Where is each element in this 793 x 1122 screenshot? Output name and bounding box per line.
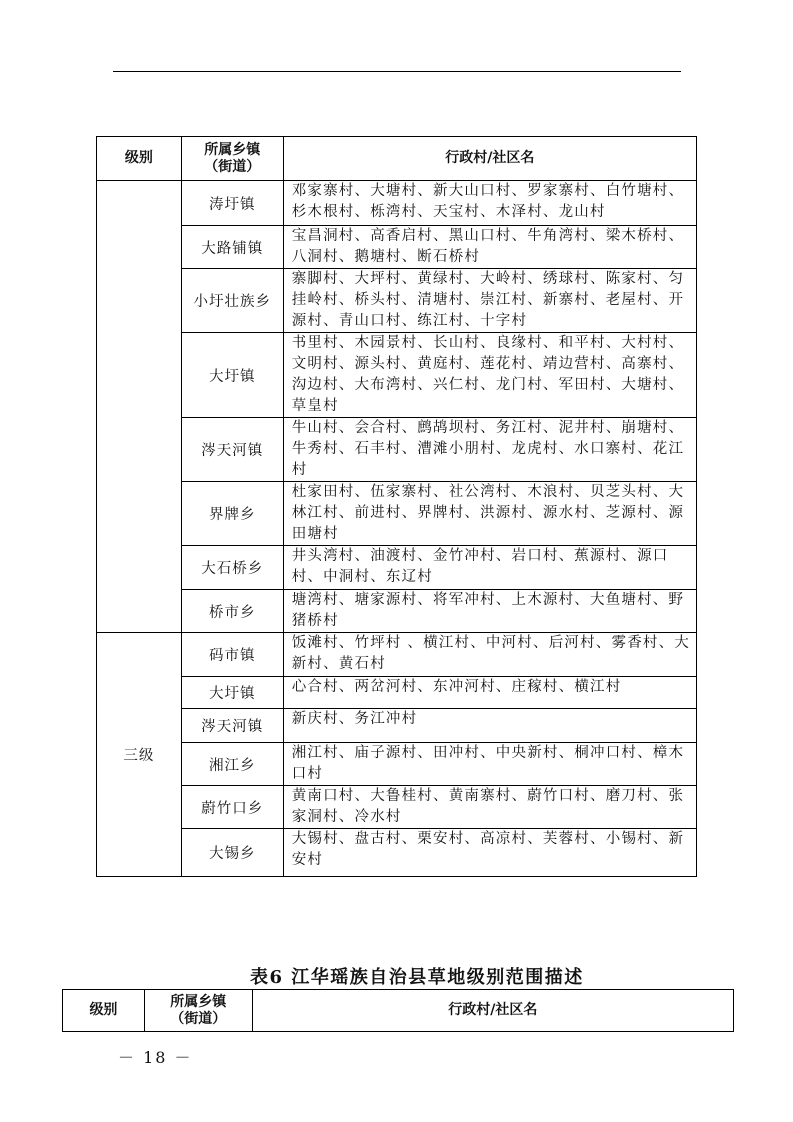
town-cell: 桥市乡 <box>181 590 283 633</box>
table-row <box>97 786 697 829</box>
table-row <box>97 677 697 709</box>
table-row <box>97 482 697 546</box>
table-row <box>97 743 697 786</box>
villages-cell: 塘湾村、塘家源村、将军冲村、上木源村、大鱼塘村、野猪桥村 <box>283 590 696 633</box>
table-row <box>97 269 697 333</box>
villages-cell: 新庆村、务江冲村 <box>283 709 696 743</box>
town-cell: 界牌乡 <box>181 482 283 546</box>
villages-cell: 书里村、木园景村、长山村、良缘村、和平村、大村村、文明村、源头村、黄庭村、莲花村、靖边营村、高寨村、沟边村、大布湾村、兴仁村、龙门村、军田村、大塘村、草皇村 <box>283 333 696 418</box>
villages-cell: 大锡村、盘古村、栗安村、高凉村、芙蓉村、小锡村、新安村 <box>283 829 696 877</box>
table-row <box>97 418 697 482</box>
table-row <box>97 226 697 269</box>
villages-cell: 寨脚村、大坪村、黄绿村、大岭村、绣球村、陈家村、匀挂岭村、桥头村、清塘村、崇江村、新寨村、老屋村、开源村、青山口村、练江村、十字村 <box>283 269 696 333</box>
table-row <box>97 546 697 590</box>
header-grade: 级别 <box>97 137 182 181</box>
header-town-line2: （街道） <box>204 158 261 175</box>
table-caption: 表6 江华瑶族自治县草地级别范围描述 <box>250 967 584 988</box>
table-row <box>97 590 697 633</box>
town-cell: 涔天河镇 <box>181 418 283 482</box>
table-row <box>97 709 697 743</box>
town-cell: 涛圩镇 <box>181 181 283 226</box>
town-cell: 涔天河镇 <box>181 709 283 743</box>
town-cell: 小圩壮族乡 <box>181 269 283 333</box>
table-header-row <box>63 990 734 1032</box>
grassland-grade-table <box>62 989 734 1032</box>
villages-cell: 饭滩村、竹坪村 、横江村、中河村、后河村、雾香村、大新村、黄石村 <box>283 633 696 677</box>
villages-cell: 湘江村、庙子源村、田冲村、中央新村、桐冲口村、樟木口村 <box>283 743 696 786</box>
header-town-line2: （街道） <box>170 1010 227 1027</box>
villages-cell: 杜家田村、伍家寨村、社公湾村、木浪村、贝芝头村、大林江村、前进村、界牌村、洪源村、源水村、芝源村、源田塘村 <box>283 482 696 546</box>
villages-cell: 邓家寨村、大塘村、新大山口村、罗家寨村、白竹塘村、杉木根村、栎湾村、天宝村、木泽村、龙山村 <box>283 181 696 226</box>
table-row <box>97 829 697 877</box>
town-cell: 码市镇 <box>181 633 283 677</box>
grade-cell: 三级 <box>97 633 182 877</box>
town-cell: 大石桥乡 <box>181 546 283 590</box>
villages-cell: 牛山村、会合村、鹧鸪坝村、务江村、泥井村、崩塘村、牛秀村、石丰村、漕滩小朋村、龙虎村、水口寨村、花江村 <box>283 418 696 482</box>
table-row <box>97 633 697 677</box>
town-cell: 大圩镇 <box>181 333 283 418</box>
table-header-row <box>97 137 697 181</box>
header-town <box>181 137 283 181</box>
villages-cell: 黄南口村、大鲁桂村、黄南寨村、蔚竹口村、磨刀村、张家洞村、冷水村 <box>283 786 696 829</box>
table-row <box>97 333 697 418</box>
town-cell: 蔚竹口乡 <box>181 786 283 829</box>
villages-cell: 心合村、两岔河村、东冲河村、庄稼村、横江村 <box>283 677 696 709</box>
villages-cell: 井头湾村、油渡村、金竹冲村、岩口村、蕉源村、源口村、中洞村、东辽村 <box>283 546 696 590</box>
header-town-line1: 所属乡镇 <box>170 993 227 1010</box>
town-cell: 大锡乡 <box>181 829 283 877</box>
villages-cell: 宝昌洞村、高香启村、黑山口村、牛角湾村、梁木桥村、八洞村、鹅塘村、断石桥村 <box>283 226 696 269</box>
town-cell: 大圩镇 <box>181 677 283 709</box>
grade-table <box>96 136 697 877</box>
page-number: － 18 － <box>118 1048 193 1067</box>
header-rule <box>113 71 681 72</box>
header-town <box>144 990 252 1032</box>
header-grade: 级别 <box>63 990 145 1032</box>
header-town-line1: 所属乡镇 <box>204 141 261 158</box>
header-villages: 行政村/社区名 <box>252 990 733 1032</box>
grade-cell <box>97 181 182 633</box>
town-cell: 大路铺镇 <box>181 226 283 269</box>
table-row <box>97 181 697 226</box>
header-villages: 行政村/社区名 <box>283 137 696 181</box>
town-cell: 湘江乡 <box>181 743 283 786</box>
